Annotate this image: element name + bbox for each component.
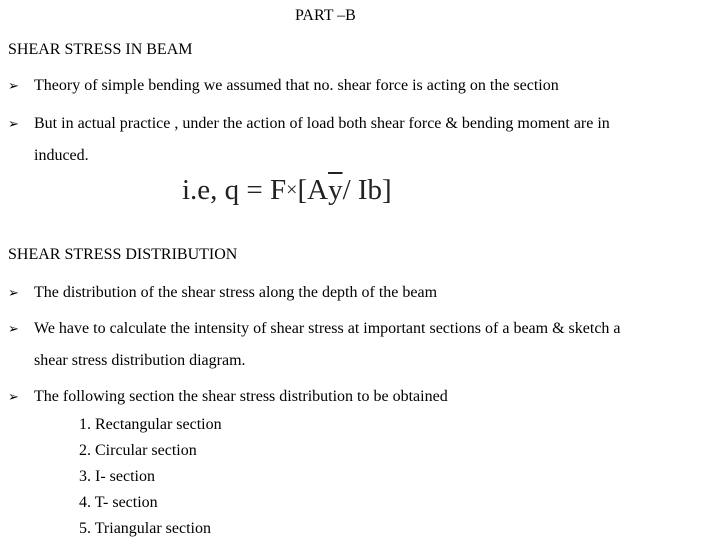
section-heading-distribution: SHEAR STRESS DISTRIBUTION [8,246,238,263]
list-item: 3. I- section [79,468,155,485]
list-item: 5. Triangular section [79,520,211,537]
arrow-bullet-icon: ➢ [8,322,19,337]
bullet-text: The distribution of the shear stress along the depth of the beam [34,284,438,301]
arrow-bullet-icon: ➢ [8,390,19,405]
list-item: 2. Circular section [79,442,197,459]
part-title: PART –B [295,7,356,24]
bullet-continuation: induced. [34,147,89,164]
section-heading-shear-stress: SHEAR STRESS IN BEAM [8,41,193,58]
bullet-item [8,76,559,97]
bullet-text: The following section the shear stress distribution to be obtained [34,388,448,405]
shear-formula: i.e, $q = F\times[A\overline{y}/$ Ib] [182,174,392,206]
bullet-text: But in actual practice , under the action of load both shear force & bending moment are in [34,115,610,132]
arrow-bullet-icon: ➢ [8,79,19,94]
arrow-bullet-icon: ➢ [8,117,19,132]
bullet-continuation: shear stress distribution diagram. [34,352,246,369]
list-item: 1. Rectangular section [79,416,222,433]
bullet-item [8,319,621,340]
bullet-item [8,387,448,408]
bullet-item [8,283,437,304]
bullet-item [8,114,610,135]
bullet-text: We have to calculate the intensity of shear stress at important sections of a beam & sketch a [34,320,621,337]
bullet-text: Theory of simple bending we assumed that no. shear force is acting on the section [34,77,559,94]
arrow-bullet-icon: ➢ [8,286,19,301]
list-item: 4. T- section [79,494,158,511]
